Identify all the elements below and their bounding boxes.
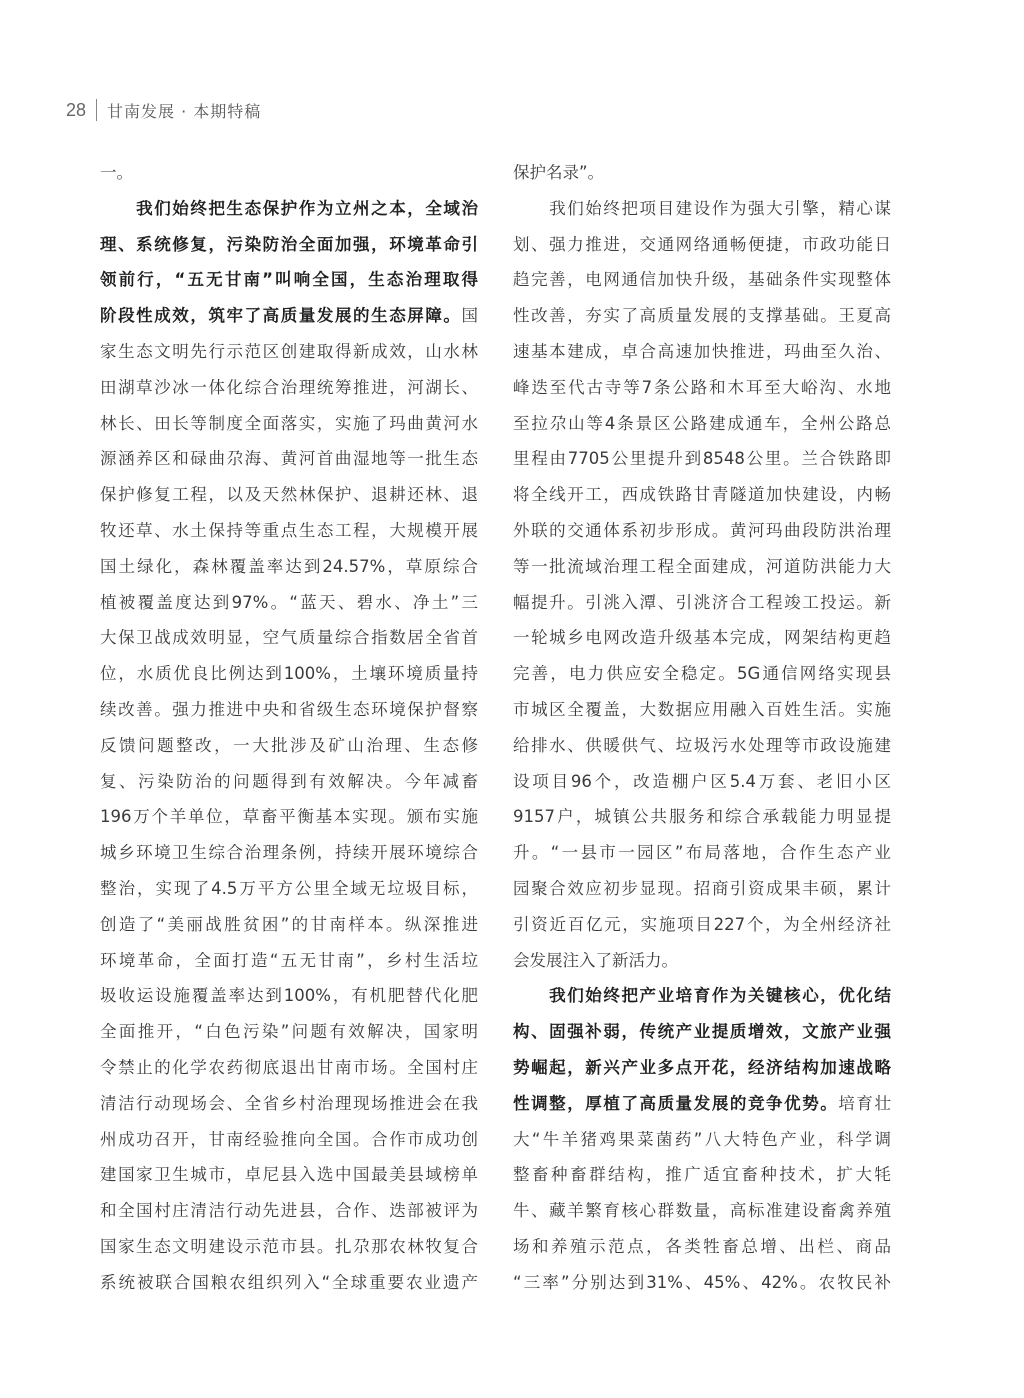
body-text: 复、污染防治的问题得到有效解决。今年减畜: [100, 771, 478, 791]
bold-text: 势崛起，新兴产业多点开花，经济结构加速战略: [513, 1057, 891, 1077]
body-text: 整治，实现了4.5万平方公里全域无垃圾目标，: [100, 878, 478, 898]
text-line: [100, 1265, 478, 1301]
text-line: [100, 728, 478, 764]
text-line: [100, 441, 478, 477]
text-line: [513, 585, 891, 621]
body-text: 家生态文明先行示范区创建取得新成效，山水林: [100, 341, 478, 361]
text-line: [100, 406, 478, 442]
text-line: [513, 334, 891, 370]
text-line: [100, 549, 478, 585]
body-text: 系统被联合国粮农组织列入“全球重要农业遗产: [100, 1272, 478, 1292]
text-line: [513, 692, 891, 728]
text-line: [513, 620, 891, 656]
text-line: [100, 334, 478, 370]
body-text: 城乡环境卫生综合治理条例，持续开展环境综合: [100, 843, 478, 863]
text-line: [513, 370, 891, 406]
body-text: 趋完善，电网通信加快升级，基础条件实现整体: [513, 270, 891, 290]
body-text: 牧还草、水土保持等重点生态工程，大规模开展: [100, 520, 478, 540]
bold-text: 性调整，厚植了高质量发展的竞争优势。: [513, 1093, 839, 1113]
text-line: [100, 298, 478, 334]
body-text: 升。“一县市一园区”布局落地，合作生态产业: [513, 843, 891, 863]
text-line: [100, 871, 478, 907]
body-text: 完善，电力供应安全稳定。5G通信网络实现县: [513, 664, 891, 684]
text-line: [513, 907, 891, 943]
body-text: 设项目96个，改造棚户区5.4万套、老旧小区: [513, 771, 891, 791]
text-line: [513, 406, 891, 442]
body-text: 培育壮: [838, 1093, 892, 1113]
text-line: [513, 728, 891, 764]
body-text: 大“牛羊猪鸡果菜菌药”八大特色产业，科学调: [513, 1129, 891, 1149]
body-text: 国: [461, 306, 478, 326]
body-text: 里程由7705公里提升到8548公里。兰合铁路即: [513, 449, 891, 469]
text-line: [513, 191, 891, 227]
body-text: 会发展注入了新活力。: [513, 950, 678, 970]
bold-text: 理、系统修复，污染防治全面加强，环境革命引: [100, 234, 478, 254]
body-text: 牛、藏羊繁育核心群数量，高标准建设畜禽养殖: [513, 1201, 891, 1221]
header-divider: [96, 99, 97, 121]
body-text: 引资近百亿元，实施项目227个，为全州经济社: [513, 914, 891, 934]
text-line: [513, 1122, 891, 1158]
body-text: 至拉尕山等4条景区公路建成通车，全州公路总: [513, 413, 891, 433]
left-column: [100, 155, 478, 1301]
body-text: 速基本建成，卓合高速加快推进，玛曲至久治、: [513, 341, 891, 361]
text-line: [100, 799, 478, 835]
text-line: [513, 1014, 891, 1050]
text-line: [100, 155, 478, 191]
page-header: [66, 96, 261, 124]
bold-text: 构、固强补弱，传统产业提质增效，文旅产业强: [513, 1022, 891, 1042]
body-text: 圾收运设施覆盖率达到100%，有机肥替代化肥: [100, 986, 478, 1006]
text-line: [100, 943, 478, 979]
text-line: [100, 1157, 478, 1193]
body-text: 196万个羊单位，草畜平衡基本实现。颁布实施: [100, 807, 478, 827]
text-line: [513, 227, 891, 263]
body-text: 建国家卫生城市，卓尼县入选中国最美县域榜单: [100, 1165, 478, 1185]
text-line: [100, 191, 478, 227]
body-text: 9157户，城镇公共服务和综合承载能力明显提: [513, 807, 891, 827]
text-line: [513, 764, 891, 800]
text-line: [100, 656, 478, 692]
text-line: [513, 1086, 891, 1122]
body-text: 植被覆盖度达到97%。“蓝天、碧水、净土”三: [100, 592, 478, 612]
text-line: [513, 835, 891, 871]
text-line: [100, 1229, 478, 1265]
bold-text: 我们始终把生态保护作为立州之本，全域治: [100, 198, 478, 218]
text-line: [513, 871, 891, 907]
bold-text: 我们始终把产业培育作为关键核心，优化结: [513, 986, 891, 1006]
body-text: 创造了“美丽战胜贫困”的甘南样本。纵深推进: [100, 914, 478, 934]
text-line: [100, 585, 478, 621]
text-line: [513, 1050, 891, 1086]
body-text: 外联的交通体系初步形成。黄河玛曲段防洪治理: [513, 520, 891, 540]
text-line: [513, 155, 891, 191]
text-line: [100, 907, 478, 943]
body-text: 国家生态文明建设示范市县。扎尕那农林牧复合: [100, 1236, 478, 1256]
body-text: 令禁止的化学农药彻底退出甘南市场。全国村庄: [100, 1057, 478, 1077]
text-line: [100, 370, 478, 406]
text-line: [513, 262, 891, 298]
text-line: [100, 1086, 478, 1122]
body-text: “三率”分别达到31%、45%、42%。农牧民补: [513, 1272, 891, 1292]
text-line: [513, 513, 891, 549]
text-line: [513, 477, 891, 513]
body-text: 全面推开，“白色污染”问题有效解决，国家明: [100, 1022, 478, 1042]
body-text: 清洁行动现场会、全省乡村治理现场推进会在我: [100, 1093, 478, 1113]
body-text: 整畜种畜群结构，推广适宜畜种技术，扩大牦: [513, 1165, 891, 1185]
body-text: 和全国村庄清洁行动先进县，合作、迭部被评为: [100, 1201, 478, 1221]
body-text: 园聚合效应初步显现。招商引资成果丰硕，累计: [513, 878, 891, 898]
text-line: [513, 799, 891, 835]
text-line: [100, 835, 478, 871]
text-line: [513, 298, 891, 334]
text-line: [100, 477, 478, 513]
body-text: 市城区全覆盖，大数据应用融入百姓生活。实施: [513, 699, 891, 719]
body-text: 划、强力推进，交通网络通畅便捷，市政功能日: [513, 234, 891, 254]
text-line: [513, 978, 891, 1014]
body-text: 续改善。强力推进中央和省级生态环境保护督察: [100, 699, 478, 719]
body-text: 反馈问题整改，一大批涉及矿山治理、生态修: [100, 735, 478, 755]
body-text: 一。: [100, 163, 133, 182]
body-text: 国土绿化，森林覆盖率达到24.57%，草原综合: [100, 556, 478, 576]
text-line: [100, 978, 478, 1014]
body-text: 田湖草沙冰一体化综合治理统筹推进，河湖长、: [100, 377, 478, 397]
text-line: [100, 513, 478, 549]
text-line: [100, 1193, 478, 1229]
right-column: [513, 155, 891, 1301]
text-line: [100, 262, 478, 298]
text-line: [100, 692, 478, 728]
body-text: 将全线开工，西成铁路甘青隧道加快建设，内畅: [513, 485, 891, 505]
body-text: 林长、田长等制度全面落实，实施了玛曲黄河水: [100, 413, 478, 433]
body-text: 大保卫战成效明显，空气质量综合指数居全省首: [100, 628, 478, 648]
body-text: 位，水质优良比例达到100%，土壤环境质量持: [100, 664, 478, 684]
text-line: [100, 620, 478, 656]
text-line: [513, 441, 891, 477]
body-text: 保护名录”。: [513, 163, 605, 182]
text-line: [513, 1265, 891, 1301]
body-text: 环境革命，全面打造“五无甘南”，乡村生活垃: [100, 950, 478, 970]
page-number: 28: [66, 99, 87, 120]
bold-text: 阶段性成效，筑牢了高质量发展的生态屏障。: [100, 306, 462, 326]
body-text: 给排水、供暖供气、垃圾污水处理等市政设施建: [513, 735, 891, 755]
body-text: 性改善，夯实了高质量发展的支撑基础。王夏高: [513, 306, 891, 326]
body-text: 场和养殖示范点，各类牲畜总增、出栏、商品: [513, 1236, 891, 1256]
text-line: [100, 764, 478, 800]
body-text: 等一批流域治理工程全面建成，河道防洪能力大: [513, 556, 891, 576]
text-line: [100, 1014, 478, 1050]
text-line: [513, 1193, 891, 1229]
body-text: 峰迭至代古寺等7条公路和木耳至大峪沟、水地: [513, 377, 891, 397]
text-line: [100, 227, 478, 263]
text-line: [513, 1229, 891, 1265]
text-line: [100, 1122, 478, 1158]
text-line: [513, 549, 891, 585]
text-line: [513, 943, 891, 979]
body-text: 州成功召开，甘南经验推向全国。合作市成功创: [100, 1129, 478, 1149]
body-text: 我们始终把项目建设作为强大引擎，精心谋: [513, 198, 891, 218]
text-line: [100, 1050, 478, 1086]
body-text: 一轮城乡电网改造升级基本完成，网架结构更趋: [513, 628, 891, 648]
text-line: [513, 1157, 891, 1193]
text-line: [513, 656, 891, 692]
body-text: 幅提升。引洮入潭、引洮济合工程竣工投运。新: [513, 592, 891, 612]
body-text: 源涵养区和碌曲尕海、黄河首曲湿地等一批生态: [100, 449, 478, 469]
bold-text: 领前行，“五无甘南”叫响全国，生态治理取得: [100, 270, 478, 290]
section-title: 甘南发展 · 本期特稿: [107, 101, 262, 121]
body-text: 保护修复工程，以及天然林保护、退耕还林、退: [100, 485, 478, 505]
